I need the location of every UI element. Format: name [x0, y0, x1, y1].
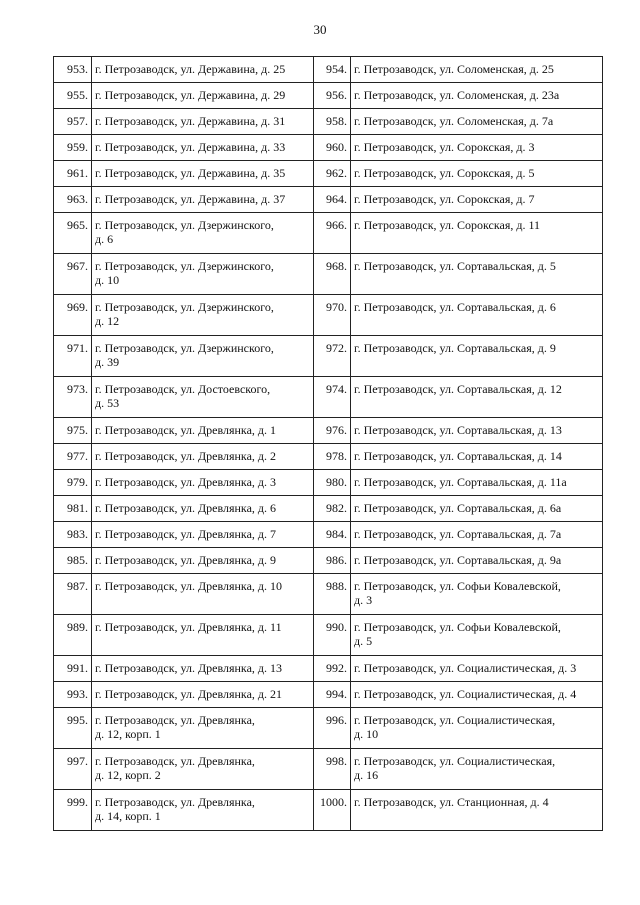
- row-number-left: 957.: [54, 109, 92, 135]
- address-right: г. Петрозаводск, ул. Социалистическая, д. 3: [351, 656, 603, 682]
- row-number-right: 996.: [314, 708, 351, 749]
- address-right: г. Петрозаводск, ул. Соломенская, д. 23а: [351, 83, 603, 109]
- row-number-right: 978.: [314, 444, 351, 470]
- row-number-left: 989.: [54, 615, 92, 656]
- table-row: [54, 548, 603, 574]
- table-row: [54, 254, 603, 295]
- table-row: [54, 496, 603, 522]
- row-number-left: 965.: [54, 213, 92, 254]
- address-left: г. Петрозаводск, ул. Древлянка, д. 7: [92, 522, 314, 548]
- row-number-right: 954.: [314, 57, 351, 83]
- table-row: [54, 83, 603, 109]
- address-right: г. Петрозаводск, ул. Сортавальская, д. 13: [351, 418, 603, 444]
- address-left: [92, 336, 314, 377]
- row-number-left: 955.: [54, 83, 92, 109]
- row-number-right: 984.: [314, 522, 351, 548]
- address-left: г. Петрозаводск, ул. Древлянка, д. 3: [92, 470, 314, 496]
- address-right: г. Петрозаводск, ул. Сортавальская, д. 9: [351, 336, 603, 377]
- table-row: [54, 790, 603, 831]
- address-left: [92, 254, 314, 295]
- address-left: г. Петрозаводск, ул. Державина, д. 25: [92, 57, 314, 83]
- row-number-right: 1000.: [314, 790, 351, 831]
- row-number-right: 998.: [314, 749, 351, 790]
- address-right: [351, 574, 603, 615]
- table-row: [54, 749, 603, 790]
- row-number-right: 980.: [314, 470, 351, 496]
- address-left: г. Петрозаводск, ул. Древлянка, д. 10: [92, 574, 314, 615]
- row-number-left: 977.: [54, 444, 92, 470]
- table-row: [54, 522, 603, 548]
- row-number-left: 975.: [54, 418, 92, 444]
- address-left-line-1: г. Петрозаводск, ул. Дзержинского,: [95, 341, 274, 355]
- row-number-right: 962.: [314, 161, 351, 187]
- row-number-left: 979.: [54, 470, 92, 496]
- address-table: [53, 56, 603, 831]
- address-right-line-2: д. 3: [354, 593, 373, 607]
- row-number-right: 990.: [314, 615, 351, 656]
- row-number-right: 994.: [314, 682, 351, 708]
- address-left: г. Петрозаводск, ул. Древлянка, д. 9: [92, 548, 314, 574]
- table-row: [54, 615, 603, 656]
- table-row: [54, 57, 603, 83]
- table-row: [54, 708, 603, 749]
- address-right: [351, 615, 603, 656]
- page-number: 30: [313, 22, 327, 37]
- address-right-line-2: д. 10: [354, 727, 379, 741]
- address-right: г. Петрозаводск, ул. Сорокская, д. 3: [351, 135, 603, 161]
- address-left-line-2: д. 12, корп. 1: [95, 727, 161, 741]
- address-left: г. Петрозаводск, ул. Державина, д. 31: [92, 109, 314, 135]
- address-left: [92, 377, 314, 418]
- row-number-right: 970.: [314, 295, 351, 336]
- address-right: г. Петрозаводск, ул. Сортавальская, д. 12: [351, 377, 603, 418]
- address-right: г. Петрозаводск, ул. Сортавальская, д. 6: [351, 295, 603, 336]
- row-number-left: 991.: [54, 656, 92, 682]
- address-right: г. Петрозаводск, ул. Соломенская, д. 7а: [351, 109, 603, 135]
- row-number-left: 981.: [54, 496, 92, 522]
- address-left: [92, 749, 314, 790]
- table-row: [54, 656, 603, 682]
- row-number-right: 988.: [314, 574, 351, 615]
- row-number-left: 997.: [54, 749, 92, 790]
- row-number-right: 956.: [314, 83, 351, 109]
- address-left: [92, 708, 314, 749]
- row-number-right: 958.: [314, 109, 351, 135]
- row-number-left: 969.: [54, 295, 92, 336]
- address-left-line-2: д. 14, корп. 1: [95, 809, 161, 823]
- address-right-line-1: г. Петрозаводск, ул. Социалистическая,: [354, 713, 556, 727]
- table-row: [54, 295, 603, 336]
- address-left: г. Петрозаводск, ул. Древлянка, д. 21: [92, 682, 314, 708]
- address-right-line-1: г. Петрозаводск, ул. Софьи Ковалевской,: [354, 579, 561, 593]
- table-row: [54, 444, 603, 470]
- row-number-left: 993.: [54, 682, 92, 708]
- address-left: г. Петрозаводск, ул. Древлянка, д. 13: [92, 656, 314, 682]
- table-row: [54, 336, 603, 377]
- address-left-line-2: д. 12: [95, 314, 120, 328]
- address-right-line-2: д. 16: [354, 768, 379, 782]
- row-number-left: 953.: [54, 57, 92, 83]
- address-left-line-2: д. 53: [95, 396, 120, 410]
- address-right: г. Петрозаводск, ул. Сортавальская, д. 7а: [351, 522, 603, 548]
- address-left-line-1: г. Петрозаводск, ул. Дзержинского,: [95, 300, 274, 314]
- row-number-left: 963.: [54, 187, 92, 213]
- row-number-left: 995.: [54, 708, 92, 749]
- table-row: [54, 574, 603, 615]
- address-right-line-1: г. Петрозаводск, ул. Софьи Ковалевской,: [354, 620, 561, 634]
- row-number-right: 964.: [314, 187, 351, 213]
- address-right: г. Петрозаводск, ул. Социалистическая, д. 4: [351, 682, 603, 708]
- address-left: г. Петрозаводск, ул. Державина, д. 33: [92, 135, 314, 161]
- address-left-line-2: д. 12, корп. 2: [95, 768, 161, 782]
- table-row: [54, 213, 603, 254]
- row-number-right: 966.: [314, 213, 351, 254]
- row-number-right: 974.: [314, 377, 351, 418]
- row-number-left: 999.: [54, 790, 92, 831]
- table-row: [54, 187, 603, 213]
- address-left-line-1: г. Петрозаводск, ул. Древлянка,: [95, 754, 255, 768]
- address-left-line-2: д. 6: [95, 232, 114, 246]
- address-right: г. Петрозаводск, ул. Сортавальская, д. 5: [351, 254, 603, 295]
- row-number-left: 985.: [54, 548, 92, 574]
- row-number-right: 982.: [314, 496, 351, 522]
- address-left-line-1: г. Петрозаводск, ул. Дзержинского,: [95, 259, 274, 273]
- address-left: г. Петрозаводск, ул. Державина, д. 29: [92, 83, 314, 109]
- address-right: г. Петрозаводск, ул. Сорокская, д. 5: [351, 161, 603, 187]
- row-number-right: 968.: [314, 254, 351, 295]
- address-left: г. Петрозаводск, ул. Древлянка, д. 11: [92, 615, 314, 656]
- address-right: г. Петрозаводск, ул. Станционная, д. 4: [351, 790, 603, 831]
- address-right: г. Петрозаводск, ул. Соломенская, д. 25: [351, 57, 603, 83]
- address-right: [351, 749, 603, 790]
- address-table-body: [54, 57, 603, 831]
- address-left-line-1: г. Петрозаводск, ул. Дзержинского,: [95, 218, 274, 232]
- address-left: [92, 213, 314, 254]
- row-number-left: 983.: [54, 522, 92, 548]
- address-right: г. Петрозаводск, ул. Сортавальская, д. 9а: [351, 548, 603, 574]
- table-row: [54, 109, 603, 135]
- row-number-right: 986.: [314, 548, 351, 574]
- address-left-line-1: г. Петрозаводск, ул. Древлянка,: [95, 795, 255, 809]
- address-right: г. Петрозаводск, ул. Сортавальская, д. 11а: [351, 470, 603, 496]
- address-left: г. Петрозаводск, ул. Державина, д. 37: [92, 187, 314, 213]
- row-number-right: 992.: [314, 656, 351, 682]
- address-right: г. Петрозаводск, ул. Сорокская, д. 7: [351, 187, 603, 213]
- row-number-left: 961.: [54, 161, 92, 187]
- row-number-right: 972.: [314, 336, 351, 377]
- row-number-left: 971.: [54, 336, 92, 377]
- address-right-line-1: г. Петрозаводск, ул. Социалистическая,: [354, 754, 556, 768]
- row-number-left: 959.: [54, 135, 92, 161]
- row-number-left: 967.: [54, 254, 92, 295]
- address-right: г. Петрозаводск, ул. Сортавальская, д. 6а: [351, 496, 603, 522]
- address-right: г. Петрозаводск, ул. Сорокская, д. 11: [351, 213, 603, 254]
- address-left-line-2: д. 39: [95, 355, 120, 369]
- address-right: г. Петрозаводск, ул. Сортавальская, д. 14: [351, 444, 603, 470]
- table-row: [54, 135, 603, 161]
- address-right: [351, 708, 603, 749]
- row-number-right: 960.: [314, 135, 351, 161]
- table-row: [54, 682, 603, 708]
- table-row: [54, 470, 603, 496]
- row-number-left: 987.: [54, 574, 92, 615]
- address-left: г. Петрозаводск, ул. Древлянка, д. 6: [92, 496, 314, 522]
- address-left-line-1: г. Петрозаводск, ул. Древлянка,: [95, 713, 255, 727]
- address-right-line-2: д. 5: [354, 634, 373, 648]
- address-left-line-1: г. Петрозаводск, ул. Достоевского,: [95, 382, 271, 396]
- table-row: [54, 418, 603, 444]
- address-left: г. Петрозаводск, ул. Державина, д. 35: [92, 161, 314, 187]
- row-number-right: 976.: [314, 418, 351, 444]
- address-left: [92, 295, 314, 336]
- row-number-left: 973.: [54, 377, 92, 418]
- address-left: [92, 790, 314, 831]
- address-left: г. Петрозаводск, ул. Древлянка, д. 2: [92, 444, 314, 470]
- table-row: [54, 161, 603, 187]
- table-row: [54, 377, 603, 418]
- address-left-line-2: д. 10: [95, 273, 120, 287]
- address-left: г. Петрозаводск, ул. Древлянка, д. 1: [92, 418, 314, 444]
